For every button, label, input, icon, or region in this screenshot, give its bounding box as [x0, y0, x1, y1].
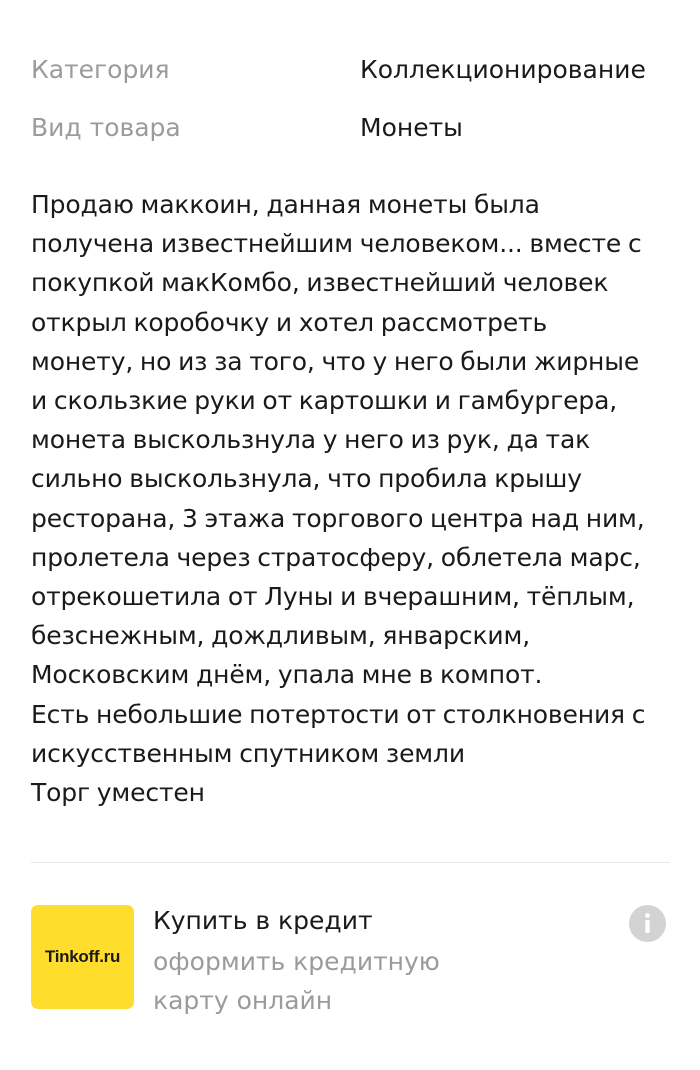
- description-line: открыл коробочку и хотел рассмотреть: [31, 307, 548, 337]
- description-line: Торг уместен: [31, 778, 205, 808]
- item-params: [31, 40, 691, 156]
- description-line: Есть небольшие потертости от столкновения с: [31, 699, 646, 729]
- param-row-category: [31, 40, 691, 98]
- description-line: Продаю маккоин, данная монеты была: [31, 190, 540, 219]
- description-line: отрекошетила от Луны и вчерашним, тёплым,: [31, 582, 635, 612]
- info-icon[interactable]: [629, 905, 666, 942]
- divider: [31, 862, 670, 863]
- description-line: монета выскользнула у него из рук, да так: [31, 425, 591, 455]
- description-line: и скользкие руки от картошки и гамбургера,: [31, 386, 618, 416]
- description-line: монету, но из за того, что у него были жирные: [31, 346, 640, 376]
- param-value: Коллекционирование: [360, 54, 646, 84]
- credit-offer[interactable]: [31, 905, 671, 1015]
- description-line: ресторана, 3 этажа торгового центра над ним,: [31, 503, 645, 533]
- description-line: сильно выскользнула, что пробила крышу: [31, 464, 582, 494]
- description-line: пролетела через стратосферу, облетела марс,: [31, 542, 641, 572]
- tinkoff-logo-text: Tinkoff.ru: [44, 947, 121, 966]
- credit-subtitle: [153, 942, 473, 1020]
- description-line: получена известнейшим человеком... вместе с: [31, 229, 642, 259]
- param-value: Монеты: [360, 112, 463, 142]
- param-label: Вид товара: [31, 112, 181, 142]
- tinkoff-logo[interactable]: [31, 905, 134, 1009]
- credit-subtitle-line: оформить кредитную: [153, 947, 440, 976]
- description-line: безснежным, дождливым, январским,: [31, 621, 531, 651]
- credit-subtitle-line: карту онлайн: [153, 986, 333, 1015]
- description-line: искусственным спутником земли: [31, 738, 465, 768]
- item-description: [31, 185, 686, 812]
- param-label: Категория: [31, 54, 170, 84]
- description-line: покупкой макКомбо, известнейший человек: [31, 268, 609, 298]
- credit-title[interactable]: Купить в кредит: [153, 906, 373, 935]
- description-line: Московским днём, упала мне в компот.: [31, 660, 543, 690]
- param-row-item-type: [31, 98, 691, 156]
